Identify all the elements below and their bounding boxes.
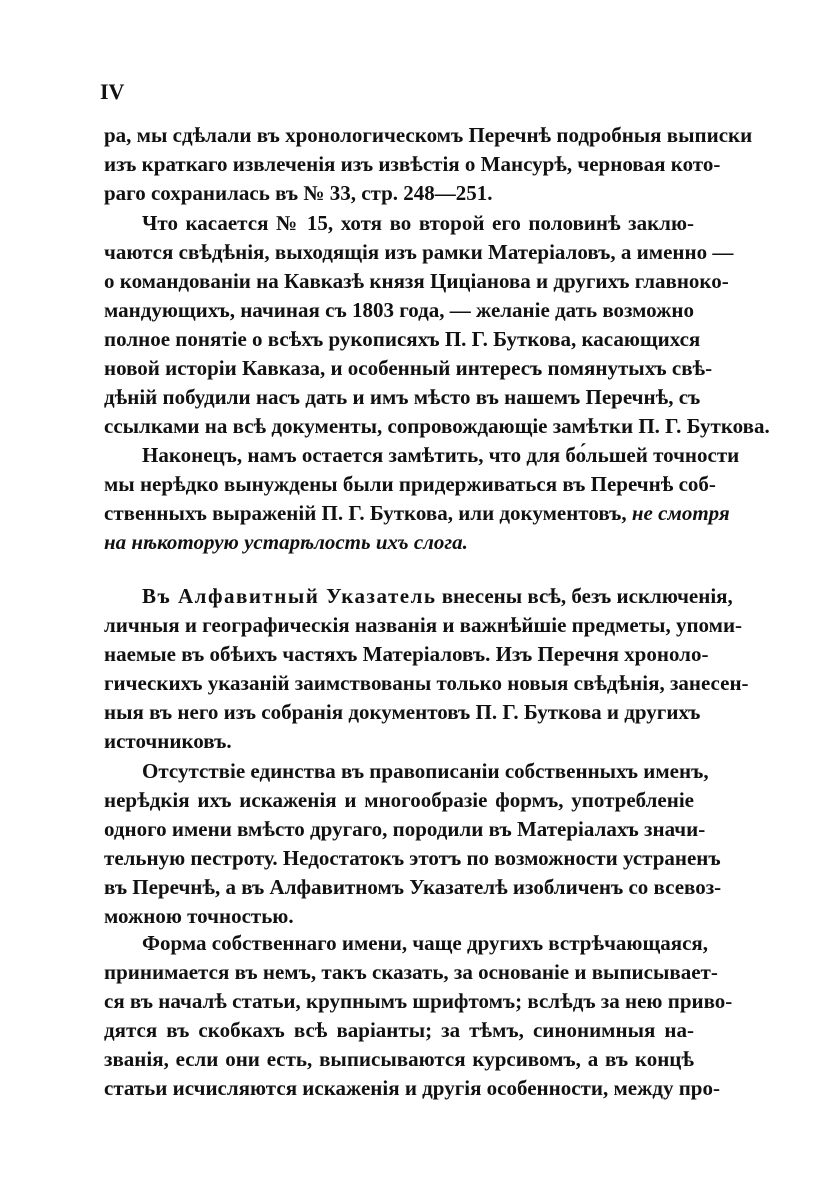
text-line: личныя и географическія названія и важнѣйшіе предметы, упоми-: [104, 613, 743, 637]
text-line: [104, 582, 733, 611]
text-line: гическихъ указаній заимствованы только новыя свѣдѣнія, занесен-: [104, 671, 749, 695]
text-run: внесены всѣ, безъ исключенія,: [436, 584, 733, 608]
text-line: дѣній побудили насъ дать и имъ мѣсто въ нашемъ Перечнѣ, съ: [104, 385, 701, 409]
italic-line: на нѣкоторую устарѣлость ихъ слога.: [104, 530, 468, 554]
text-line: тельную пестроту. Недостатокъ этотъ по возможности устраненъ: [104, 846, 721, 870]
text-line: источниковъ.: [104, 729, 232, 753]
text-line: статьи исчисляются искаженія и другія особенности, между про-: [104, 1076, 720, 1100]
text-line: [104, 499, 730, 528]
text-line: о командованіи на Кавказѣ князя Циціанова и другихъ главноко-: [104, 269, 729, 293]
text-line: полное понятіе о всѣхъ рукописяхъ П. Г. Буткова, касающихся: [104, 327, 701, 351]
text-line: дятся въ скобкахъ всѣ варіанты; за тѣмъ, синонимныя на-: [104, 1018, 694, 1042]
page-number: IV: [100, 79, 125, 104]
text-line: ся въ началѣ статьи, крупнымъ шрифтомъ; вслѣдъ за нею приво-: [104, 989, 733, 1013]
spaced-heading: Въ Алфавитный Указатель: [142, 584, 437, 608]
text-line: нерѣдкія ихъ искаженія и многообразіе формъ, употребленіе: [104, 788, 694, 812]
text-line: званія, если они есть, выписываются курсивомъ, а въ концѣ: [104, 1047, 694, 1071]
paragraph-5: [104, 757, 722, 931]
text-run: ственныхъ выраженій П. Г. Буткова, или документовъ,: [104, 501, 627, 525]
text-line: раго сохранилась въ № 33, стр. 248—251.: [104, 181, 493, 205]
text-line: Что касается № 15, хотя во второй его половинѣ заклю-: [142, 211, 694, 235]
text-line: чаются свѣдѣнія, выходящія изъ рамки Матеріаловъ, а именно —: [104, 240, 734, 264]
italic-run: не смотря: [626, 501, 730, 525]
text-line: ра, мы сдѣлали въ хронологическомъ Перечнѣ подробныя выписки: [104, 123, 753, 147]
text-line: ныя въ него изъ собранія документовъ П. Г. Буткова и другихъ: [104, 700, 701, 724]
text-line: новой исторіи Кавказа, и особенный интересъ помянутыхъ свѣ-: [104, 356, 713, 380]
text-line: Форма собственнаго имени, чаще другихъ встрѣчающаяся,: [142, 931, 708, 955]
text-line: наемые въ обѣихъ частяхъ Матеріаловъ. Изъ Перечня хроноло-: [104, 642, 709, 666]
text-line: принимается въ немъ, такъ сказать, за основаніе и выписывает-: [104, 960, 718, 984]
text-line: одного имени вмѣсто другаго, породили въ Матеріалахъ значи-: [104, 817, 706, 841]
text-line: изъ краткаго извлеченія изъ извѣстія о Мансурѣ, черновая кото-: [104, 152, 721, 176]
paragraph-3: [104, 441, 740, 557]
text-line: Отсутствіе единства въ правописаніи собственныхъ именъ,: [142, 759, 709, 783]
paragraph-4: [104, 582, 749, 756]
paragraph-6: [104, 929, 733, 1103]
text-line: можною точностью.: [104, 904, 294, 928]
text-line: ссылками на всѣ документы, сопровождающіе замѣтки П. Г. Буткова.: [104, 414, 770, 438]
text-line: мандующихъ, начиная съ 1803 года, — желаніе дать возможно: [104, 298, 694, 322]
text-line: въ Перечнѣ, а въ Алфавитномъ Указателѣ изобличенъ со всевоз-: [104, 875, 722, 899]
text-line: мы нерѣдко вынуждены были придерживаться въ Перечнѣ соб-: [104, 472, 716, 496]
paragraph-1: [104, 121, 753, 208]
paragraph-2: [104, 209, 770, 441]
text-line: Наконецъ, намъ остается замѣтить, что для бо́льшей точности: [142, 443, 740, 467]
